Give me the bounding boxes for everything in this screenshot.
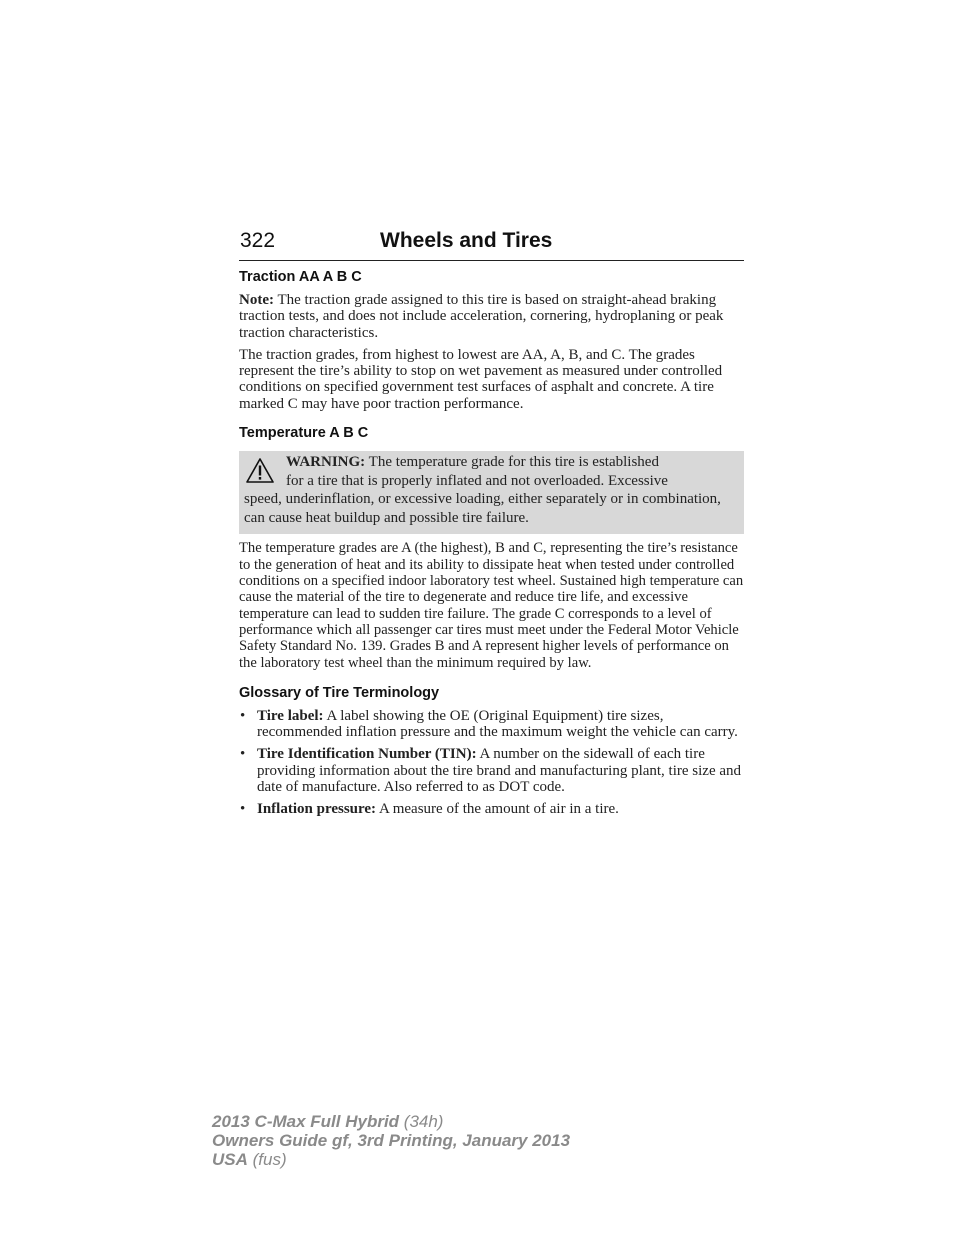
note-label: Note: [239,292,274,308]
bullet: • [240,707,246,724]
page-content [239,267,744,824]
traction-note [239,292,744,341]
footer-guide-info: Owners Guide gf, 3rd Printing, January 2013 [212,1131,571,1150]
bullet: • [240,801,246,818]
traction-body: The traction grades, from highest to lowest are AA, A, B, and C. The grades represent the tire’s ability to stop on wet pavement as measured under controlled conditions on specified government test surfaces of asphalt and concrete. A tire marked C may have poor traction performance. [239,346,723,412]
temperature-heading: Temperature A B C [239,425,369,442]
page-header [239,228,744,261]
glossary-term: Tire label: [257,707,324,724]
list-item [239,801,744,817]
page-number: 322 [240,229,276,252]
warning-box [239,451,744,534]
warning-text-rest: speed, underinflation, or excessive loading, either separately or in combination, can cause heat buildup and possible tire failure. [244,491,721,526]
glossary-definition: A label showing the OE (Original Equipment) tire sizes, recommended inflation pressure and the maximum weight the vehicle can carry. [257,707,738,741]
traction-heading: Traction AA A B C [239,269,362,285]
warning-triangle-icon [245,457,275,484]
page-footer [212,1112,570,1169]
list-item [239,746,744,795]
page-title: Wheels and Tires [380,229,553,252]
footer-line-2 [212,1131,570,1150]
footer-line-1 [212,1112,570,1131]
list-item [239,708,744,741]
glossary-list [239,708,744,818]
warning-text-line2: for a tire that is properly inflated and not overloaded. Excessive [286,472,668,489]
footer-market: USA [212,1150,248,1169]
bullet: • [240,746,246,763]
temperature-body: The temperature grades are A (the highest), B and C, representing the tire’s resistance to the generation of heat and its ability to dissipate heat when tested under controlled conditions on a specified indoor laboratory test wheel. Sustained high temperature can cause the material of the tire to degenerate and reduce tire life, and excessive temperature can lead to sudden tire failure. The grade C corresponds to a level of performance which all passenger car tires must meet under the Federal Motor Vehicle Safety Standard No. 139. Grades B and A represent higher levels of performance on the laboratory test wheel than the minimum required by law. [239,540,744,671]
glossary-heading: Glossary of Tire Terminology [239,684,440,701]
footer-model: 2013 C-Max Full Hybrid [212,1112,400,1131]
footer-market-code: (fus) [247,1150,287,1169]
warning-line1: The temperature grade for this tire is established [365,454,659,471]
footer-line-3 [212,1150,570,1169]
footer-model-code: (34h) [399,1112,444,1131]
warning-label: WARNING: [286,454,366,471]
glossary-definition: A measure of the amount of air in a tire. [376,801,619,818]
warning-text-line1 [244,453,739,472]
glossary-definition: A number on the sidewall of each tire providing information about the tire brand and manufacturing plant, tire size and date of manufacture. Also referred to as DOT code. [257,746,742,796]
note-text: The traction grade assigned to this tire is based on straight-ahead braking traction tests, and does not include acceleration, cornering, hydroplaning or peak traction characteristics. [239,292,724,341]
glossary-term: Tire Identification Number (TIN): [257,746,477,763]
glossary-term: Inflation pressure: [257,801,377,818]
